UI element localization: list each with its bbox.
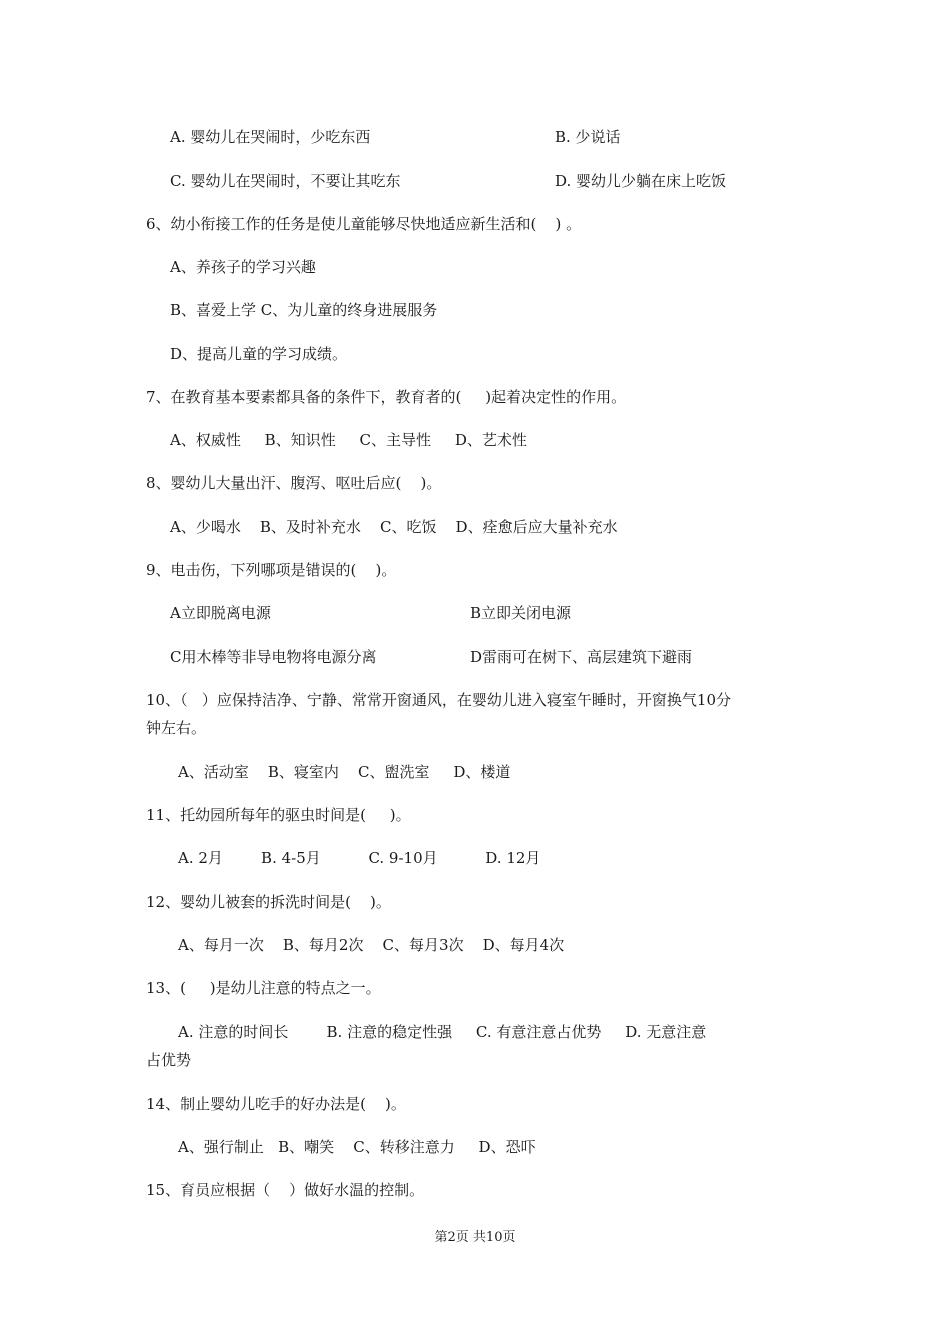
question-12: 12、婴幼儿被套的拆洗时间是( )。 xyxy=(146,893,391,911)
question-13: 13、( )是幼儿注意的特点之一。 xyxy=(146,979,381,997)
page-footer: 第2页 共10页 xyxy=(434,1230,516,1245)
option-c: C. 婴幼儿在哭闹时，不要让其吃东 xyxy=(170,172,401,190)
question-10-options: A、活动室 B、寝室内 C、盥洗室 D、楼道 xyxy=(178,763,511,781)
option-a: A. 婴幼儿在哭闹时，少吃东西 xyxy=(170,128,371,146)
question-9-option-d: D雷雨可在树下、高层建筑下避雨 xyxy=(470,648,693,666)
question-12-options: A、每月一次 B、每月2次 C、每月3次 D、每月4次 xyxy=(178,936,565,954)
question-6-option-bc: B、喜爱上学 C、为儿童的终身进展服务 xyxy=(170,301,438,319)
question-6-option-a: A、养孩子的学习兴趣 xyxy=(170,258,316,276)
question-14: 14、制止婴幼儿吃手的好办法是( )。 xyxy=(146,1095,406,1113)
option-d: D. 婴幼儿少躺在床上吃饭 xyxy=(555,172,727,190)
question-10-line-1: 10、（ ）应保持洁净、宁静、常常开窗通风，在婴幼儿进入寝室午睡时，开窗换气10分 xyxy=(146,691,731,709)
question-13-options-line-2: 占优势 xyxy=(146,1051,192,1069)
question-13-options-line-1: A. 注意的时间长 B. 注意的稳定性强 C. 有意注意占优势 D. 无意注意 xyxy=(178,1023,707,1041)
question-9-option-b: B立即关闭电源 xyxy=(470,604,572,622)
question-10-line-2: 钟左右。 xyxy=(146,719,207,737)
option-b: B. 少说话 xyxy=(555,128,621,146)
question-11: 11、托幼园所每年的驱虫时间是( )。 xyxy=(146,806,411,824)
question-7-options: A、权威性 B、知识性 C、主导性 D、艺术性 xyxy=(170,431,527,449)
question-8: 8、婴幼儿大量出汗、腹泻、呕吐后应( )。 xyxy=(146,474,442,492)
question-9: 9、电击伤，下列哪项是错误的( )。 xyxy=(146,561,397,579)
question-6-option-d: D、提高儿童的学习成绩。 xyxy=(170,345,348,363)
question-14-options: A、强行制止 B、嘲笑 C、转移注意力 D、恐吓 xyxy=(178,1138,536,1156)
question-9-option-c: C用木棒等非导电物将电源分离 xyxy=(170,648,377,666)
question-7: 7、在教育基本要素都具备的条件下，教育者的( )起着决定性的作用。 xyxy=(146,388,627,406)
question-9-option-a: A立即脱离电源 xyxy=(170,604,271,622)
question-11-options: A. 2月 B. 4-5月 C. 9-10月 D. 12月 xyxy=(178,849,541,867)
question-15: 15、育员应根据（ ）做好水温的控制。 xyxy=(146,1181,425,1199)
question-8-options: A、少喝水 B、及时补充水 C、吃饭 D、痊愈后应大量补充水 xyxy=(170,518,618,536)
question-6: 6、幼小衔接工作的任务是使儿童能够尽快地适应新生活和( ) 。 xyxy=(146,215,582,233)
